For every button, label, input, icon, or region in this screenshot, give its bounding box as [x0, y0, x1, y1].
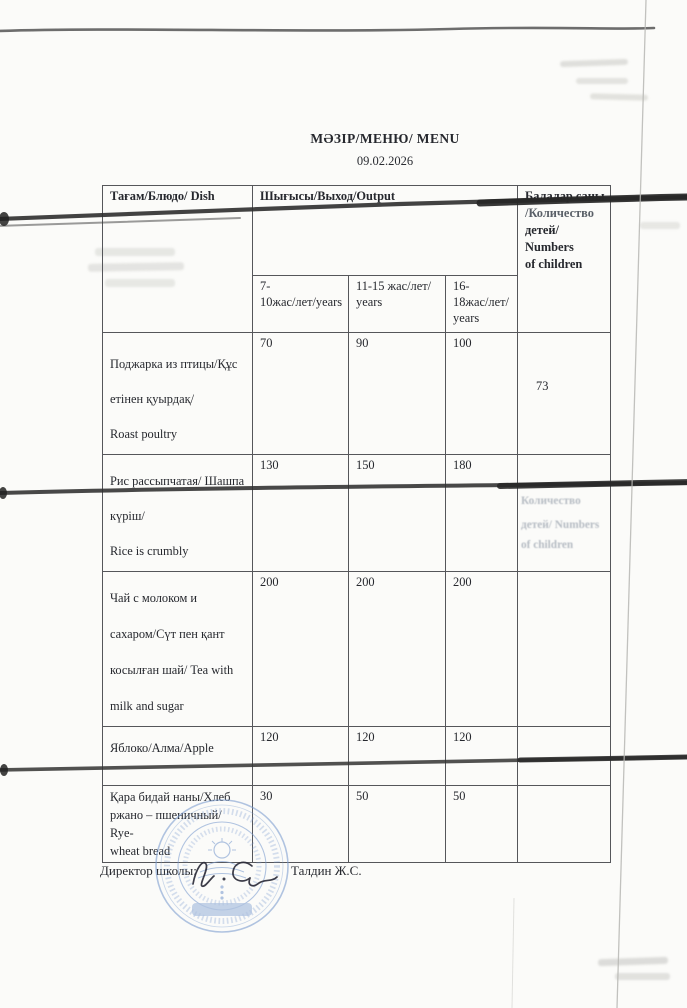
header-age-16-18: 16- 18жас/лет/ years	[446, 276, 518, 333]
value-cell: 120	[253, 727, 349, 786]
value-cell: 200	[253, 572, 349, 727]
header-children: Балалар саны /Количество детей/ Numbers of children	[518, 186, 611, 333]
header-output: Шығысы/Выход/Output	[253, 186, 518, 276]
table-row	[103, 333, 611, 455]
ghost-smudge	[576, 78, 628, 84]
menu-table	[102, 185, 611, 863]
ghost-smudge	[615, 973, 670, 980]
ghost-smudge	[590, 93, 648, 101]
value-cell: 50	[446, 786, 518, 863]
ghost-smudge	[640, 222, 680, 229]
table-row	[103, 727, 611, 786]
children-cell	[518, 572, 611, 727]
value-cell: 130	[253, 455, 349, 572]
value-cell: 30	[253, 786, 349, 863]
value-cell: 200	[446, 572, 518, 727]
children-cell	[518, 786, 611, 863]
table-row	[103, 786, 611, 863]
header-age-11-15: 11-15 жас/лет/ years	[349, 276, 446, 333]
value-cell: 150	[349, 455, 446, 572]
value-cell: 90	[349, 333, 446, 455]
value-cell: 100	[446, 333, 518, 455]
dish-cell: Рис рассыпчатая/ Шашпа күріш/ Rice is crumbly	[103, 455, 253, 572]
children-cell-ghost-text: Количество детей/ Numbers of children	[518, 455, 611, 572]
dish-cell: Яблоко/Алма/Apple	[103, 727, 253, 786]
value-cell: 180	[446, 455, 518, 572]
director-name: Талдин Ж.С.	[291, 863, 362, 878]
value-cell: 200	[349, 572, 446, 727]
value-cell: 70	[253, 333, 349, 455]
value-cell: 120	[349, 727, 446, 786]
table-row	[103, 572, 611, 727]
document-title: МӘЗІР/МЕНЮ/ MENU	[310, 131, 460, 146]
children-cell	[518, 727, 611, 786]
children-count-cell: 73	[518, 333, 611, 455]
dish-cell: Поджарка из птицы/Құс етінен қуырдақ/ Roast poultry	[103, 333, 253, 455]
value-cell: 50	[349, 786, 446, 863]
dish-cell: Қара бидай наны/Хлеб ржано – пшеничный/ Rye- wheat bread	[103, 786, 253, 863]
dish-cell: Чай с молоком и сахаром/Сүт пен қант косылған шай/ Tea with milk and sugar	[103, 572, 253, 727]
header-age-7-10: 7- 10жас/лет/years	[253, 276, 349, 333]
document-date: 09.02.2026	[356, 154, 414, 168]
value-cell: 120	[446, 727, 518, 786]
header-dish: Тағам/Блюдо/ Dish	[103, 186, 253, 333]
ghost-smudge	[598, 957, 668, 966]
table-row	[103, 455, 611, 572]
director-signature	[193, 862, 277, 886]
ghost-smudge	[560, 59, 628, 67]
director-label: Директор школы:	[100, 863, 197, 878]
